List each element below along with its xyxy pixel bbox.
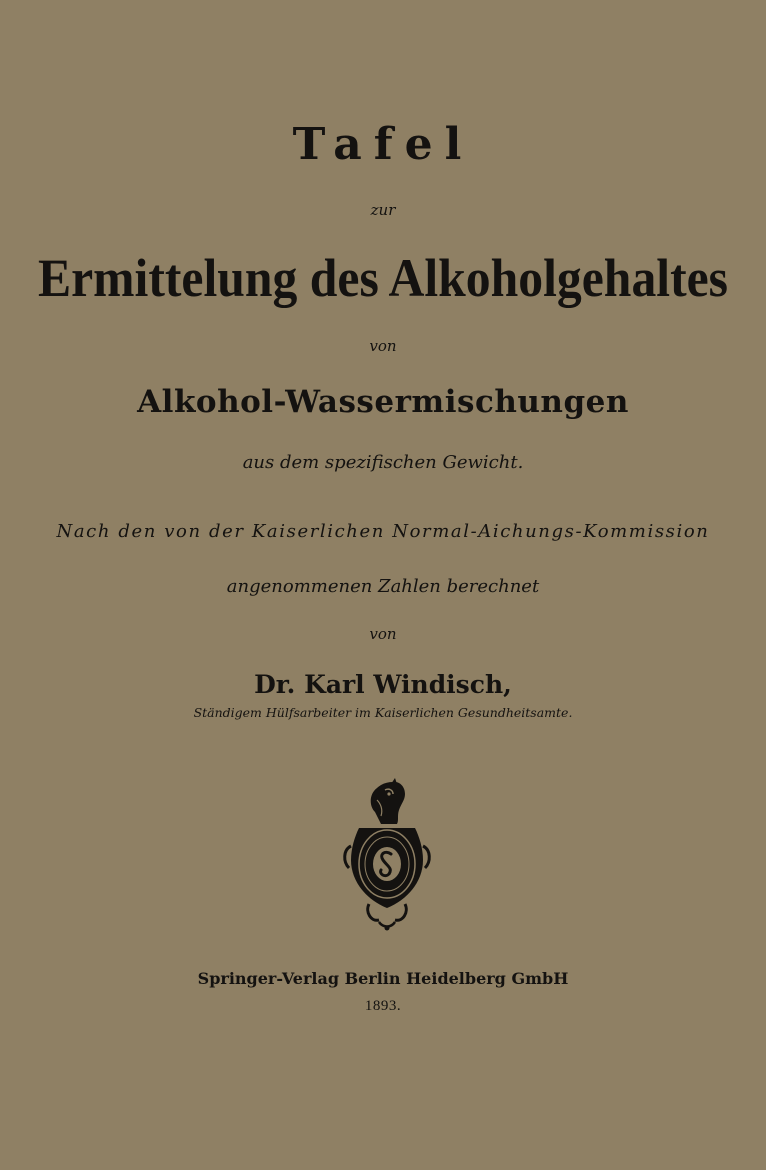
- author-role: Ständigem Hülfsarbeiter im Kaiserlichen Gesundheitsamte.: [193, 705, 573, 720]
- source-statement: Nach den von der Kaiserlichen Normal-Aichungs-Kommission: [56, 521, 710, 542]
- springer-horse-head-emblem-icon: [339, 776, 435, 932]
- author-name: Dr. Karl Windisch,: [254, 670, 512, 699]
- subtitle-method: aus dem spezifischen Gewicht.: [242, 452, 524, 473]
- source-statement-continued: angenommenen Zahlen berechnet: [226, 576, 540, 597]
- title-connector-von: von: [369, 337, 397, 355]
- publisher-name: Springer-Verlag Berlin Heidelberg GmbH: [197, 969, 569, 988]
- author-connector-von: von: [369, 625, 397, 643]
- publication-year: 1893.: [364, 998, 402, 1014]
- subtitle: Alkohol-Wassermischungen: [137, 384, 629, 420]
- title-connector-zur: zur: [370, 201, 396, 219]
- book-title: Tafel: [292, 119, 474, 170]
- main-title: Ermittelung des Alkoholgehaltes: [37, 248, 729, 308]
